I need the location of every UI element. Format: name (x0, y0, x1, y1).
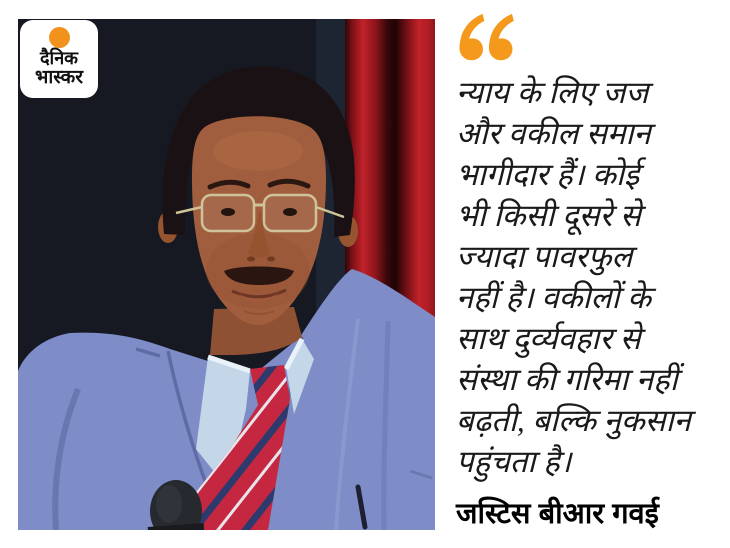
logo-text-line1: दैनिक (39, 48, 79, 68)
nostril-left (247, 257, 255, 262)
eye-left (221, 208, 235, 216)
quote-text: न्याय के लिए जज और वकील समान भागीदार हैं। कोई भी किसी दूसरे से ज्यादा पावरफुल नहीं है। वकीलों के साथ दुर्व्यवहार से संस्था की गरिमा नहीं बढ़ती, बल्कि नुकसान पहुंचता है। (456, 75, 691, 479)
quote-panel (456, 12, 724, 531)
dainik-bhaskar-logo (20, 20, 98, 98)
logo-sun-icon (49, 27, 70, 48)
forehead-highlight (213, 131, 303, 171)
eye-right (283, 208, 297, 216)
logo-text-line2: भास्कर (34, 67, 84, 88)
quote-attribution: जस्टिस बीआर गवई (456, 498, 659, 530)
open-quote-icon (458, 12, 518, 62)
nostril-right (267, 257, 275, 262)
